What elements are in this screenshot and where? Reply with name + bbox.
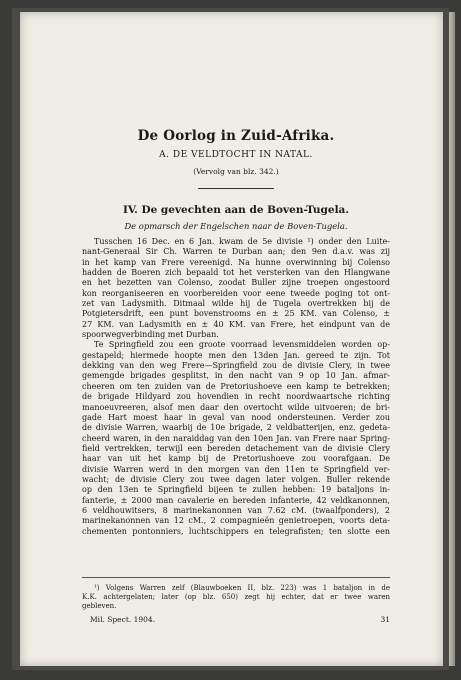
body-line: nant-Generaal Sir Ch. Warren te Durban aan; den 9en d.a.v. was zij — [82, 247, 390, 257]
continuation-note: (Vervolg van blz. 342.) — [193, 167, 279, 176]
footnote-line: K.K. achtergelaten; later (op blz. 650) zegt hij echter, dat er twee waren — [82, 593, 390, 602]
body-line: dekking van den weg Frere—Springfield zou de divisie Clery, in twee — [82, 361, 390, 371]
footnote-rule — [82, 577, 390, 578]
body-line: manoeuvreeren, alsof men daar den overtocht wilde uitvoeren; de bri- — [82, 402, 390, 412]
body-line: kon reorganiseeren en voorbereiden voor eene tweede poging tot ont- — [82, 288, 390, 298]
body-line: gestapeld; hiermede hoopte men den 13den Jan. gereed te zijn. Tot — [82, 350, 390, 360]
body-line: Potgietersdrift, een punt bovenstrooms en ± 25 KM. van Colenso, ± — [82, 309, 390, 319]
section-heading: IV. De gevechten aan de Boven-Tugela. — [122, 204, 350, 216]
chapter-subtitle: A. DE VELDTOCHT IN NATAL. — [159, 150, 313, 160]
page-number: 31 — [380, 615, 390, 624]
footnote — [82, 584, 390, 612]
body-line: Te Springfield zou een groote voorraad levensmiddelen worden op- — [94, 340, 390, 350]
body-line: en het bezetten van Colenso, zoodat Buller zijne troepen ongestoord — [82, 278, 390, 288]
body-line: chementen pontonniers, luchtschippers en telegrafisten; ten slotte een — [82, 526, 390, 536]
page-edge — [449, 12, 455, 666]
body-line: haar van uit het kamp bij de Pretoriushoeve zou voorafgaan. De — [82, 454, 390, 464]
body-line: fanterie, ± 2000 man cavalerie en bereden infanterie, 42 veldkanonnen, — [82, 495, 390, 505]
body-line: wacht; de divisie Clery zou twee dagen later volgen. Buller rekende — [82, 474, 390, 484]
body-line: zet van Ladysmith. Ditmaal wilde hij de Tugela overtrekken bij de — [82, 299, 390, 309]
body-line: gemengde brigades gesplitst, in den nacht van 9 op 10 Jan. afmar- — [82, 371, 390, 381]
footnote-line: ¹) Volgens Warren zelf (Blauwboeken II, blz. 223) was 1 bataljon in de — [94, 584, 390, 592]
running-footer: Mil. Spect. 1904. — [90, 615, 156, 624]
body-line: gade Hart moest haar in geval van nood ondersteunen. Verder zou — [82, 412, 390, 422]
body-line: field vertrekken, terwijl een bereden detachement van de divisie Clery — [82, 443, 390, 453]
title-rule — [198, 188, 274, 189]
body-line: de brigade Hildyard zou hovendien in recht noordwaartsche richting — [82, 392, 390, 402]
body-line: cheerd waren, in den naraiddag van den 10en Jan. van Frere naar Spring- — [82, 433, 390, 443]
body-line: divisie Warren werd in den morgen van den 11en te Springfield ver- — [82, 464, 390, 474]
body-line: de divisie Warren, waarbij de 10e brigade, 2 veldbatterijen, enz. gedeta- — [82, 423, 390, 433]
chapter-title: De Oorlog in Zuid-Afrika. — [137, 128, 335, 144]
body-line: 6 veldhouwitsers, 8 marinekanonnen van 7.62 cM. (twaalfponders), 2 — [82, 505, 390, 515]
body-line: spoorwegverbinding met Durban. — [82, 330, 219, 340]
section-subheading: De opmarsch der Engelschen naar de Boven-Tugela. — [124, 221, 348, 231]
footnote-line: gebleven. — [82, 602, 117, 611]
body-line: 27 KM. van Ladysmith en ± 40 KM. van Frere, het eindpunt van de — [82, 319, 390, 329]
body-line: cheeren om ten zuiden van de Pretoriushoeve een kamp te betrekken; — [82, 381, 390, 391]
body-text — [82, 237, 390, 537]
body-line: Tusschen 16 Dec. en 6 Jan. kwam de 5e divisie ¹) onder den Luite- — [94, 237, 390, 246]
body-line: marinekanonnen van 12 cM., 2 compagnieën genietroepen, voorts deta- — [82, 516, 390, 526]
body-line: hadden de Boeren zich bepaald tot het versterken van den Hlangwane — [82, 268, 390, 278]
body-line: in het kamp van Frere vereenigd. Na hunne overwinning bij Colenso — [82, 257, 390, 267]
body-line: op den 13en te Springfield bijeen te zullen hebben: 19 bataljons in- — [82, 485, 390, 495]
book-page — [20, 12, 443, 666]
